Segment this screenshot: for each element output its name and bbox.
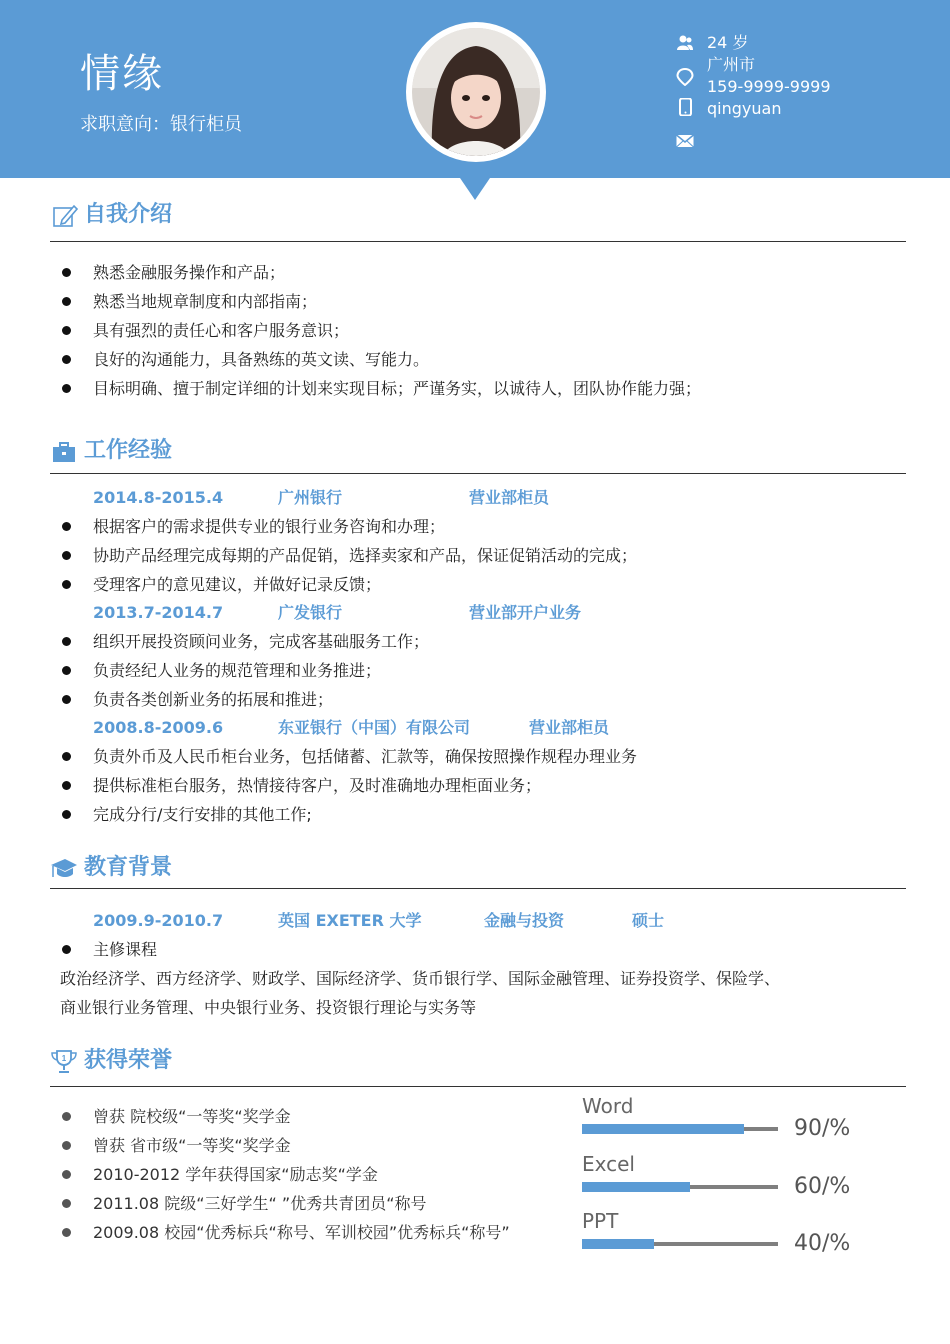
list-item: 具有强烈的责任心和客户服务意识； (62, 316, 701, 345)
skill-ppt (582, 1209, 872, 1269)
candidate-name: 情缘 (80, 51, 164, 97)
section-divider (50, 473, 906, 474)
list-item: 熟悉金融服务操作和产品； (62, 258, 701, 287)
list-item: 2011.08 院级“三好学生“ ”优秀共青团员“称号 (62, 1189, 562, 1218)
list-item: 完成分行/支行安排的其他工作; (62, 800, 637, 829)
trophy-icon (50, 1048, 78, 1074)
list-item: 提供标准柜台服务，热情接待客户，及时准确地办理柜面业务； (62, 771, 637, 800)
mobile-phone-icon (677, 98, 695, 116)
section-divider (50, 888, 906, 889)
list-item: 目标明确、擅于制定详细的计划来实现目标；严谨务实，以诚待人，团队协作能力强； (62, 374, 701, 403)
job-intent: 求职意向：银行柜员 (80, 114, 242, 135)
skill-excel (582, 1152, 872, 1212)
honors-list (62, 1102, 562, 1247)
list-item: 熟悉当地规章制度和内部指南； (62, 287, 701, 316)
job-position: 营业部柜员 (529, 718, 610, 737)
skill-fill (582, 1124, 744, 1134)
list-item: 2009.08 校园“优秀标兵“称号、军训校园”优秀标兵“称号” (62, 1218, 554, 1247)
skill-percent: 90/% (794, 1116, 851, 1141)
list-item: 良好的沟通能力，具备熟练的英文读、写能力。 (62, 345, 701, 374)
courses-list (62, 935, 157, 964)
edu-period: 2009.9-2010.7 (93, 911, 224, 930)
section-divider (50, 1086, 906, 1087)
list-item: 曾获 院校级“一等奖“奖学金 (62, 1102, 562, 1131)
skill-fill (582, 1239, 654, 1249)
header-pointer (460, 178, 490, 200)
edit-note-icon (50, 202, 78, 228)
job-period: 2014.8-2015.4 (93, 488, 224, 507)
job-company: 东亚银行（中国）有限公司 (278, 718, 471, 737)
list-item: 受理客户的意见建议，并做好记录反馈； (62, 570, 637, 599)
location-pin-icon (676, 68, 694, 86)
list-item: 负责各类创新业务的拓展和推进； (62, 685, 429, 714)
skill-word (582, 1094, 872, 1154)
skill-name: Word (582, 1094, 634, 1118)
intro-list (62, 258, 701, 403)
skill-name: PPT (582, 1209, 619, 1233)
skill-percent: 40/% (794, 1231, 851, 1256)
edu-major: 金融与投资 (484, 911, 565, 930)
graduation-cap-icon (50, 855, 78, 881)
list-item: 2010-2012 学年获得国家“励志奖“学金 (62, 1160, 562, 1189)
list-item: 组织开展投资顾问业务，完成客基础服务工作； (62, 627, 429, 656)
list-item: 负责经纪人业务的规范管理和业务推进； (62, 656, 429, 685)
list-item: 曾获 省市级“一等奖“奖学金 (62, 1131, 562, 1160)
job-duties (62, 742, 637, 829)
job-duties (62, 627, 429, 714)
job-period: 2008.8-2009.6 (93, 718, 224, 737)
job-company: 广发银行 (278, 603, 343, 622)
list-item: 负责外币及人民币柜台业务，包括储蓄、汇款等，确保按照操作规程办理业务 (62, 742, 637, 771)
svg-text:1: 1 (61, 1054, 67, 1063)
people-icon (676, 34, 694, 52)
skill-fill (582, 1182, 690, 1192)
envelope-icon (676, 132, 694, 150)
list-item: 主修课程 (62, 935, 157, 964)
list-item: 根据客户的需求提供专业的银行业务咨询和办理； (62, 512, 637, 541)
skill-name: Excel (582, 1152, 635, 1176)
edu-school: 英国 EXETER 大学 (278, 911, 422, 930)
courses-text: 政治经济学、西方经济学、财政学、国际经济学、货币银行学、国际金融管理、证券投资学、保险学、 (60, 969, 781, 988)
skill-percent: 60/% (794, 1174, 851, 1199)
job-period: 2013.7-2014.7 (93, 603, 224, 622)
job-duties (62, 512, 637, 599)
courses-text: 商业银行业务管理、中央银行业务、投资银行理论与实务等 (60, 998, 477, 1017)
job-position: 营业部开户业务 (469, 603, 582, 622)
job-company: 广州银行 (278, 488, 343, 507)
avatar (406, 22, 546, 162)
list-item: 协助产品经理完成每期的产品促销，选择卖家和产品，保证促销活动的完成； (62, 541, 637, 570)
job-position: 营业部柜员 (469, 488, 550, 507)
section-divider (50, 241, 906, 242)
edu-degree: 硕士 (632, 911, 665, 930)
briefcase-icon (50, 438, 78, 464)
avatar-photo (412, 28, 540, 156)
